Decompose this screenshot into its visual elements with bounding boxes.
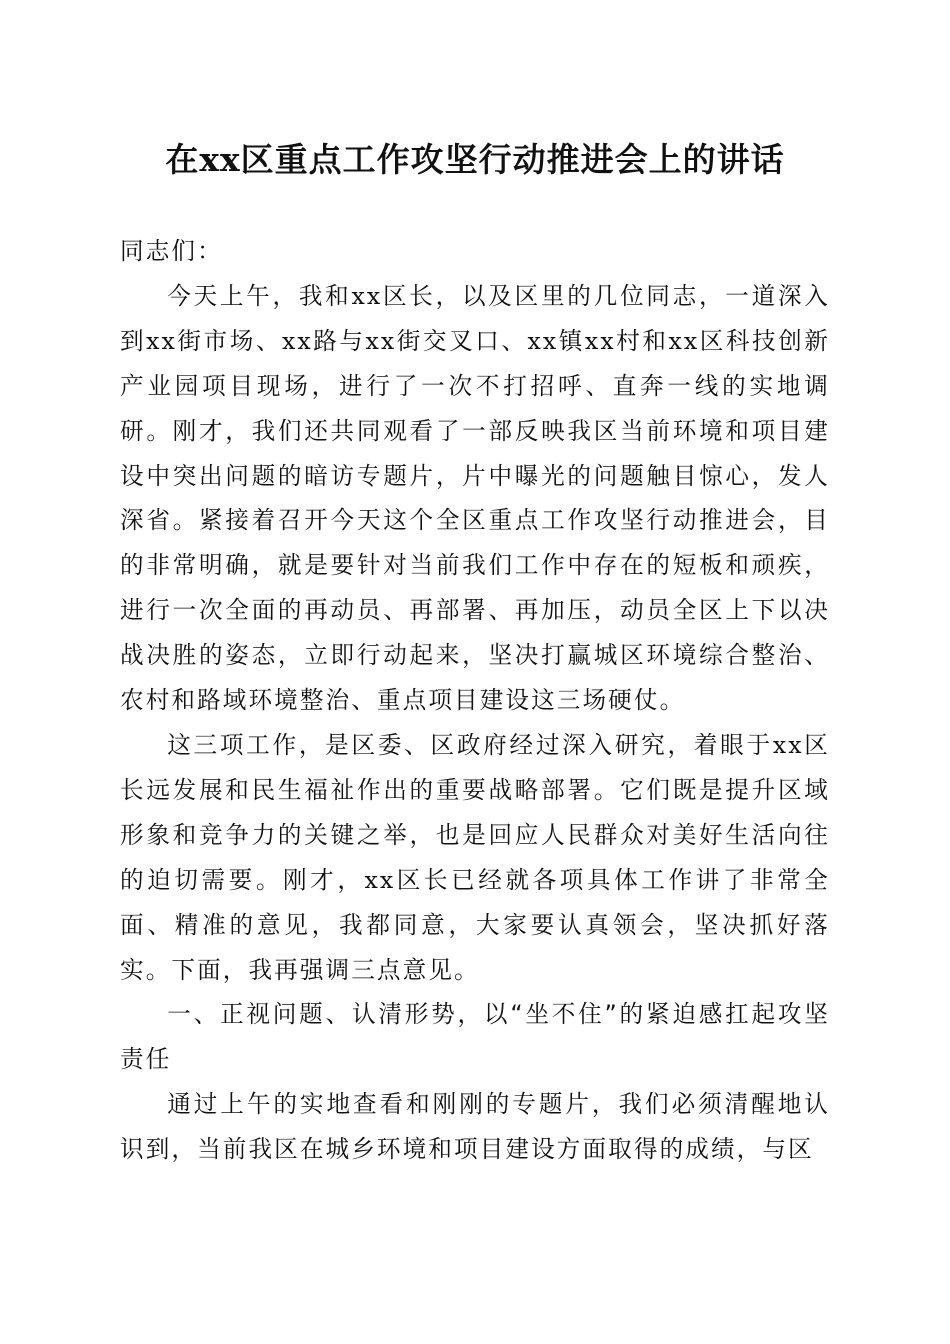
section-1-paragraph: 通过上午的实地查看和刚刚的专题片，我们必须清醒地认识到，当前我区在城乡环境和项目建设方面取得的成绩，与区 <box>120 1090 830 1164</box>
document-title: 在xx区重点工作攻坚行动推进会上的讲话 <box>165 140 785 179</box>
paragraph-2: 这三项工作，是区委、区政府经过深入研究，着眼于xx区长远发展和民生福祉作出的重要战略部署。它们既是提升区域形象和竞争力的关键之举，也是回应人民群众对美好生活向往的迫切需要。刚才，xx区长已经就各项具体工作讲了非常全面、精准的意见，我都同意，大家要认真领会，坚决抓好落实。下面，我再强调三点意见。 <box>120 730 830 984</box>
document-body <box>120 232 830 1172</box>
salutation: 同志们： <box>120 237 223 265</box>
paragraph-1: 今天上午，我和xx区长，以及区里的几位同志，一道深入到xx街市场、xx路与xx街交叉口、xx镇xx村和xx区科技创新产业园项目现场，进行了一次不打招呼、直奔一线的实地调研。刚才，我们还共同观看了一部反映我区当前环境和项目建设中突出问题的暗访专题片，片中曝光的问题触目惊心，发人深省。紧接着召开今天这个全区重点工作攻坚行动推进会，目的非常明确，就是要针对当前我们工作中存在的短板和顽疾，进行一次全面的再动员、再部署、再加压，动员全区上下以决战决胜的姿态，立即行动起来，坚决打赢城区环境综合整治、农村和路域环境整治、重点项目建设这三场硬仗。 <box>120 281 830 715</box>
section-heading-1: 一、正视问题、认清形势，以“坐不住”的紧迫感扛起攻坚责任 <box>120 1000 830 1074</box>
